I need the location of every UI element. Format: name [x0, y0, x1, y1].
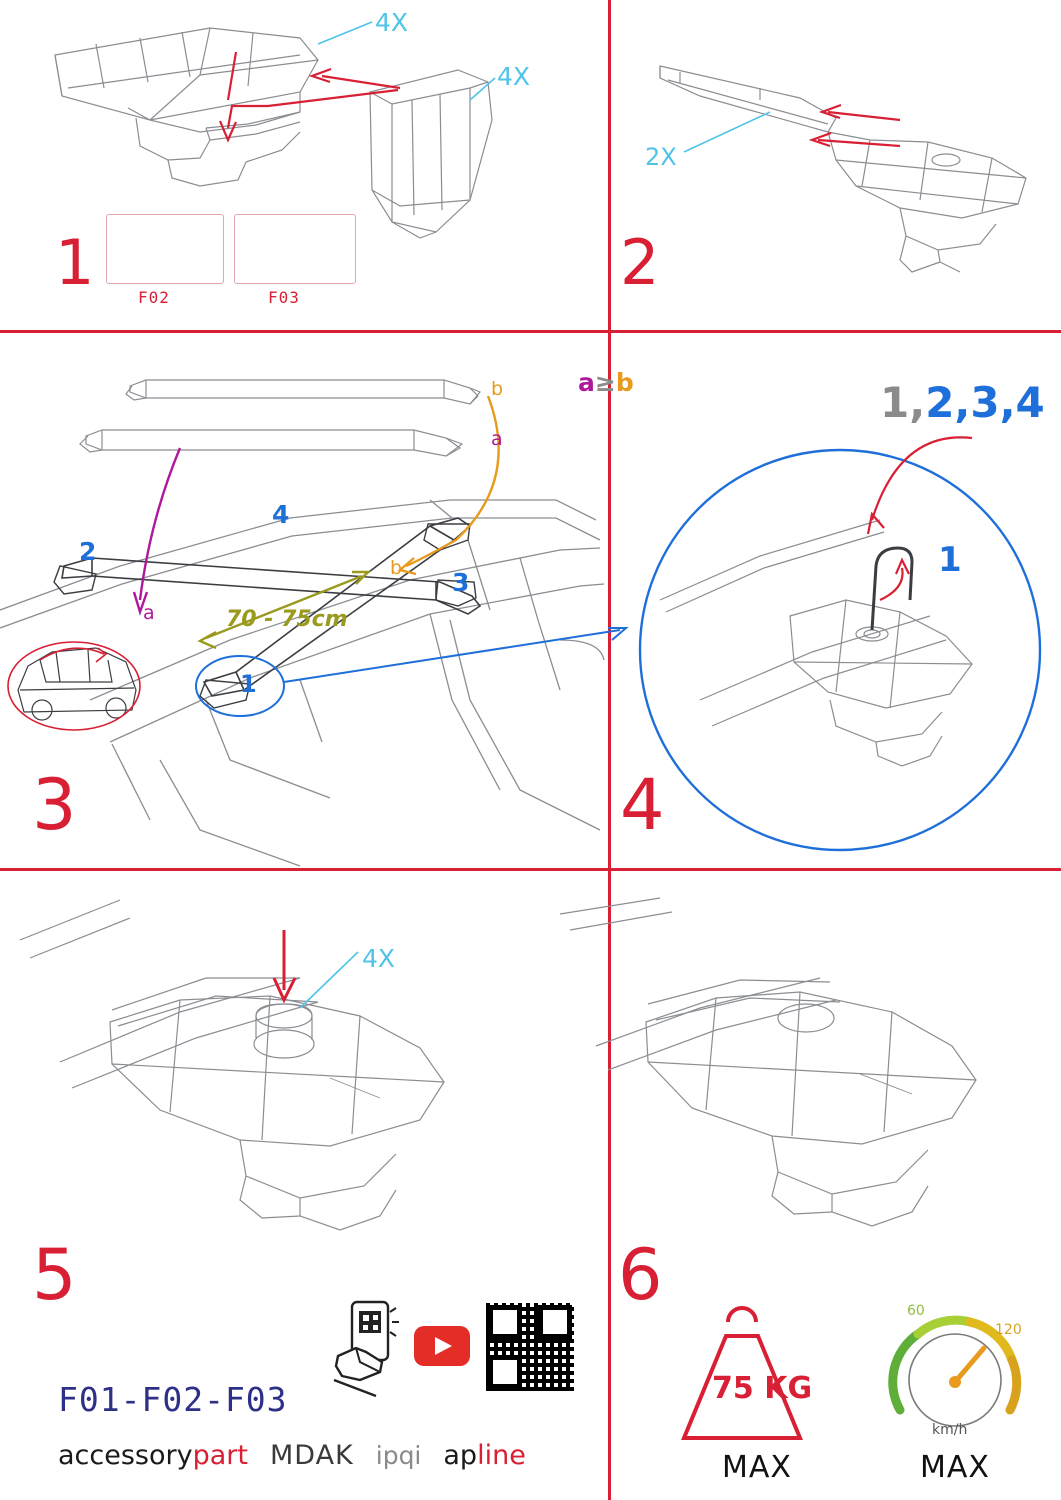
- brand-ipqi: ipqi: [375, 1441, 422, 1470]
- brand-accessorypart-main: accessory: [58, 1440, 193, 1471]
- product-code: F01-F02-F03: [58, 1380, 288, 1419]
- phone-scan-icon: [330, 1300, 400, 1400]
- quantity-label-top: 4X: [375, 8, 409, 37]
- bar-label-b: b: [491, 378, 504, 400]
- position-label-1: 1: [240, 670, 257, 698]
- weight-max-label: MAX: [722, 1450, 792, 1485]
- turn-order-label: 1: [938, 540, 962, 580]
- position-label-4: 4: [272, 500, 290, 529]
- step-number-4: 4: [620, 764, 663, 846]
- position-label-2: 2: [79, 537, 97, 566]
- divider-col-mid: [608, 333, 611, 868]
- condition-label: [578, 368, 634, 397]
- qr-code: [486, 1303, 574, 1391]
- step-number-5: 5: [32, 1234, 75, 1316]
- condition-a: a: [578, 368, 595, 397]
- sequence-rest: 2,3,4: [925, 378, 1045, 427]
- weight-value: 75 KG: [712, 1371, 813, 1406]
- divider-col-bottom: [608, 871, 611, 1500]
- position-label-3: 3: [452, 568, 470, 597]
- speed-max-label: MAX: [920, 1450, 990, 1485]
- variant-label-f02: F02: [138, 288, 170, 307]
- condition-ge: ≥: [594, 368, 616, 397]
- gauge-min-label: 60: [907, 1303, 925, 1319]
- step-number-3: 3: [32, 764, 75, 846]
- speed-unit-label: km/h: [932, 1422, 968, 1438]
- quantity-label-cap: 4X: [362, 944, 396, 973]
- rail-label-b: b: [390, 557, 403, 579]
- step-number-1: 1: [55, 226, 93, 299]
- step-number-6: 6: [618, 1234, 661, 1316]
- brand-accessorypart-hl: part: [192, 1440, 248, 1471]
- variant-box-f02: [106, 214, 224, 284]
- sequence-first: 1,: [880, 378, 926, 427]
- divider-row2: [0, 868, 1061, 871]
- variant-box-f03: [234, 214, 356, 284]
- variant-label-f03: F03: [268, 288, 300, 307]
- brand-apline: [443, 1440, 525, 1471]
- bar-label-a: a: [491, 428, 503, 450]
- brand-accessorypart: [58, 1440, 248, 1471]
- condition-b: b: [615, 368, 634, 397]
- brand-mdak: MDAK: [269, 1440, 354, 1471]
- brand-apline-hl: line: [477, 1440, 526, 1471]
- divider-row1: [0, 330, 1061, 333]
- distance-label: 70 - 75cm: [226, 607, 348, 632]
- gauge-max-label: 120: [995, 1322, 1022, 1338]
- sequence-label: [880, 378, 1045, 427]
- step-number-2: 2: [620, 226, 658, 299]
- youtube-icon[interactable]: [414, 1326, 470, 1366]
- brand-apline-main: ap: [443, 1440, 478, 1471]
- quantity-label-cover: 4X: [497, 62, 531, 91]
- divider-col-top: [608, 0, 611, 330]
- brand-row: [58, 1440, 578, 1471]
- quantity-label-rail: 2X: [645, 143, 677, 171]
- rail-label-a: a: [143, 602, 155, 624]
